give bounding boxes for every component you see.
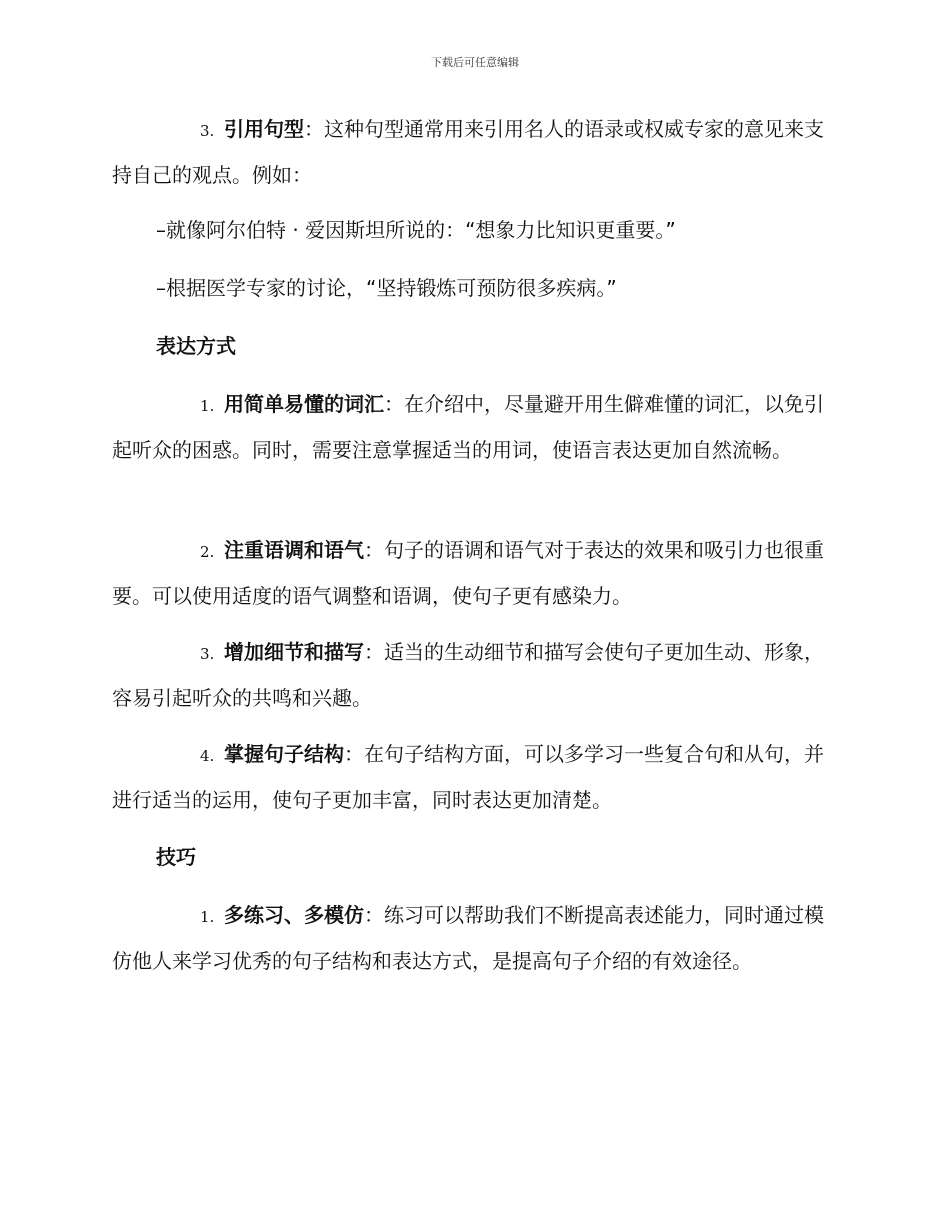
item-text: ：在句子结构方面，可以多学习一些复合句和从句，并进行适当的运用，使句子更加丰富，同时表达更加清楚。 [112, 742, 824, 812]
item-number: 2. [200, 543, 215, 561]
item-number: 1. [200, 908, 215, 926]
quote-example-1: –就像阿尔伯特 · 爱因斯坦所说的：“想象力比知识更重要。” [156, 218, 676, 242]
expression-item-2 [112, 528, 836, 618]
skills-item-1 [112, 893, 836, 983]
quote-pattern-paragraph [112, 107, 836, 197]
item-term: 用简单易懂的词汇 [224, 392, 384, 416]
item-number: 3. [200, 122, 215, 140]
page-header: 下载后可任意编辑 [431, 56, 519, 69]
item-term: 注重语调和语气 [224, 538, 364, 562]
item-term: 引用句型 [224, 117, 304, 141]
item-term: 多练习、多模仿 [224, 903, 364, 927]
expression-item-4 [112, 732, 836, 822]
item-text: ：句子的语调和语气对于表达的效果和吸引力也很重要。可以使用适度的语气调整和语调，使句子更有感染力。 [112, 538, 824, 608]
item-text: ：这种句型通常用来引用名人的语录或权威专家的意见来支持自己的观点。例如： [112, 117, 824, 187]
item-number: 1. [200, 397, 215, 415]
section-heading-skills: 技巧 [156, 845, 196, 869]
item-number: 3. [200, 645, 215, 663]
quote-example-2: –根据医学专家的讨论，“坚持锻炼可预防很多疾病。” [156, 276, 617, 300]
item-term: 增加细节和描写 [224, 640, 364, 664]
item-number: 4. [200, 747, 215, 765]
item-text: ：适当的生动细节和描写会使句子更加生动、形象，容易引起听众的共鸣和兴趣。 [112, 640, 824, 710]
section-heading-expression: 表达方式 [156, 334, 236, 358]
item-term: 掌握句子结构 [224, 742, 344, 766]
item-text: ：练习可以帮助我们不断提高表述能力，同时通过模仿他人来学习优秀的句子结构和表达方式，是提高句子介绍的有效途径。 [112, 903, 824, 973]
expression-item-3 [112, 630, 836, 720]
expression-item-1 [112, 382, 836, 472]
item-text: ：在介绍中，尽量避开用生僻难懂的词汇，以免引起听众的困惑。同时，需要注意掌握适当的用词，使语言表达更加自然流畅。 [112, 392, 824, 462]
